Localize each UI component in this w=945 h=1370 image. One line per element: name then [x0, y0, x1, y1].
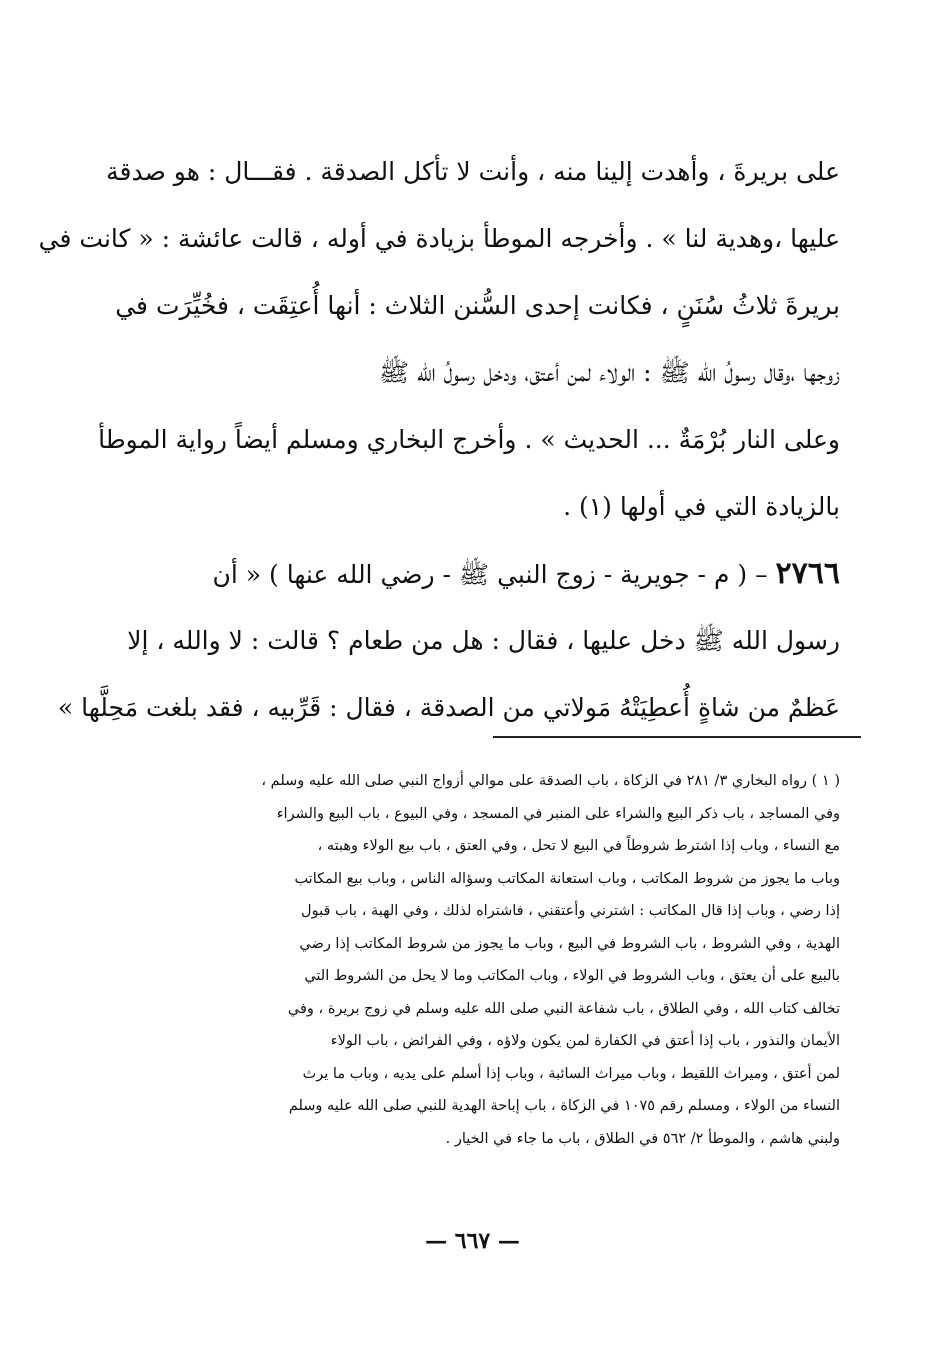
main-text — [38, 138, 840, 741]
footnote-line: وفي المساجد ، باب ذكر البيع والشراء على المنبر في المسجد ، وفي البيوع ، باب البيع والشراء — [276, 805, 840, 822]
text-line: زوجها ،وقال رسولُ الله ﷺ : الولاء لمن أعتق، ودخل رسولُ الله ﷺ — [378, 358, 840, 387]
hadith-line: رسول الله ﷺ دخل عليها ، فقال : هل من طعام ؟ قالت : لا والله ، إلا — [127, 626, 840, 655]
footnote-line: تخالف كتاب الله ، وفي الطلاق ، باب شفاعة النبي صلى الله عليه وسلم في زوج بريرة ، وفي — [287, 1000, 840, 1017]
page-number: — ٦٦٧ — — [425, 1228, 520, 1254]
footnote-line: إذا رضي ، وباب إذا قال المكاتب : اشترني وأعتقني ، فاشتراه لذلك ، وفي الهبة ، باب قبول — [301, 903, 840, 919]
footnote-line: لمن أعتق ، وميراث اللقيط ، وباب ميراث السائبة ، وباب إذا أسلم على يديه ، وباب ما يرث — [302, 1065, 840, 1082]
text-line: وعلى النار بُرْمَةٌ ... الحديث » . وأخرج البخاري ومسلم أيضاً رواية الموطأ — [98, 425, 840, 454]
hadith-number: ٢٧٦٦ — [775, 556, 840, 591]
text-line: بالزيادة التي في أولها (١) . — [563, 492, 840, 521]
hadith-heading-text: – ( م - جويرية - زوج النبي ﷺ - رضي الله عنها ) « أن — [212, 560, 768, 589]
footnote-line: مع النساء ، وباب إذا اشترط شروطاً في البيع لا تحل ، وفي العتق ، باب بيع الولاء وهبته ، — [317, 838, 840, 854]
text-line: بريرةَ ثلاثُ سُنَنٍ ، فكانت إحدى السُّنن الثلاث : أنها أُعتِقَت ، فخُيِّرَت في — [115, 291, 840, 320]
footnote-line: الأيمان والنذور ، باب إذا أعتق في الكفارة لمن يكون ولاؤه ، وفي الفرائض ، باب الولاء — [330, 1033, 840, 1049]
text-line: على بريرةَ ، وأهدت إلينا منه ، وأنت لا تأكل الصدقة . فقـــال : هو صدقة — [106, 157, 840, 186]
footnote-line: بالبيع على أن يعتق ، وباب الشروط في الولاء ، وباب المكاتب وما لا يحل من الشروط التي — [304, 968, 840, 984]
text-line: عليها ،وهدية لنا » . وأخرجه الموطأ بزيادة في أوله ، قالت عائشة : « كانت في — [38, 224, 840, 253]
footnotes — [128, 765, 840, 1155]
footnote-divider — [493, 736, 861, 738]
footnote-line: ( ١ ) رواه البخاري ٣/ ٢٨١ في الزكاة ، باب الصدقة على موالي أزواج النبي صلى الله عليه وسلم ، — [261, 773, 840, 789]
footnote-line: الهدية ، وفي الشروط ، باب الشروط في البيع ، وباب ما يجوز من شروط المكاتب إذا رضي — [299, 935, 840, 952]
hadith-heading-line — [128, 540, 840, 607]
footnote-line: النساء من الولاء ، ومسلم رقم ١٠٧٥ في الزكاة ، باب إباحة الهدية للنبي صلى الله عليه وسلم — [288, 1098, 840, 1114]
hadith-line: عَظمٌ من شاةٍ أُعطِيَتْهُ مَولاتي من الصدقة ، فقال : قَرِّبيه ، فقد بلغت مَحِلَّها » — [57, 693, 840, 722]
footnote-line: ولبني هاشم ، والموطأ ٢/ ٥٦٢ في الطلاق ، باب ما جاء في الخيار . — [445, 1130, 840, 1147]
footnote-line: وباب ما يجوز من شروط المكاتب ، وباب استعانة المكاتب وسؤاله الناس ، وباب بيع المكاتب — [294, 870, 840, 887]
